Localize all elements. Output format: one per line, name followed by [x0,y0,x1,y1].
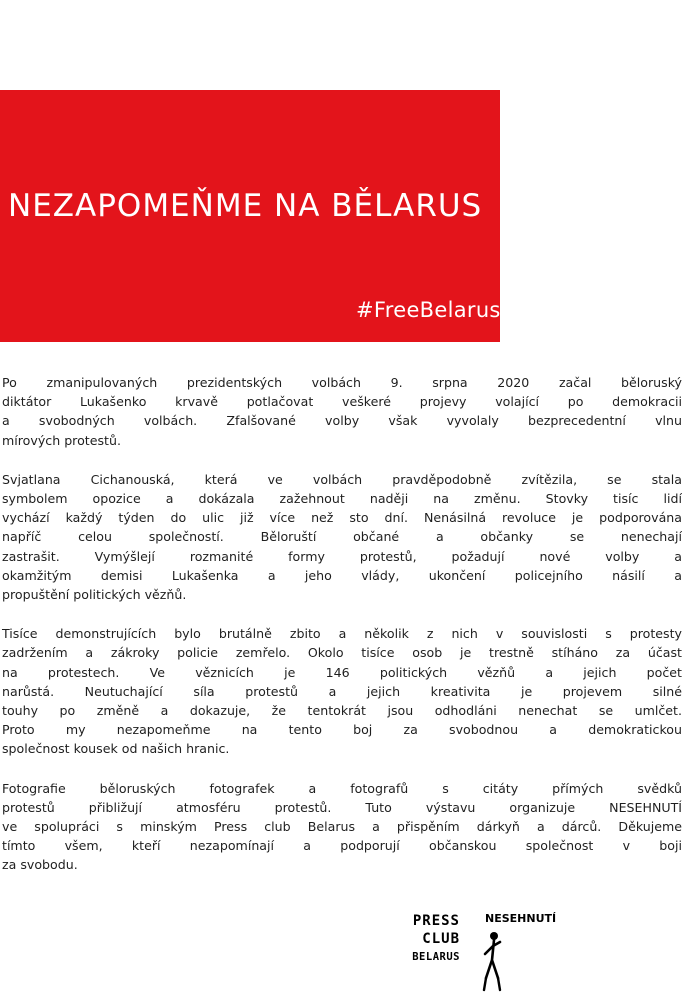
text-line: touhy po změně a dokazuje, že tentokrát jsou odhodláni nenechat se umlčet. [2,703,682,719]
text-line: zastrašit. Vymýšlejí rozmanité formy protestů, požadují nové volby a [2,548,682,564]
text-line: Tisíce demonstrujících bylo brutálně zbito a několik z nich v souvislosti s protesty [2,626,682,642]
logo-line-press: PRESS [412,913,460,929]
text-line: společnost kousek od našich hranic. [2,741,230,757]
text-line: okamžitým demisi Lukašenka a jeho vlády, ukončení policejního násilí a [2,567,682,583]
paragraph-exhibition [2,779,682,875]
paragraph-opposition [2,470,682,604]
press-club-belarus-logo [398,912,460,966]
text-line: vychází každý týden do ulic již více než sto dní. Nenásilná revoluce je podporována [2,510,682,526]
text-line: ve spolupráci s minským Press club Belarus a přispěním dárkyň a dárců. Děkujeme [2,819,682,835]
text-line: diktátor Lukašenko krvavě potlačovat veškeré projevy volající po demokracii [2,394,682,410]
text-line: zadržením a zákroky policie zemřelo. Okolo tisíce osob je trestně stíháno za účast [2,645,682,661]
text-line: protestů přibližují atmosféru protestů. Tuto výstavu organizuje NESEHNUTÍ [2,799,682,815]
logo-line-club: CLUB [422,931,460,947]
banner-hashtag: #FreeBelarus [356,298,501,322]
text-line: Svjatlana Cichanouská, která ve volbách pravděpodobně zvítězila, se stala [2,471,682,487]
text-line: a svobodných volbách. Zfalšované volby však vyvolaly bezprecedentní vlnu [2,413,682,429]
paragraph-repression [2,624,682,758]
nesehnuti-figure-icon [482,928,502,998]
text-line: Po zmanipulovaných prezidentských volbách 9. srpna 2020 začal běloruský [2,375,682,390]
article-body [2,373,682,895]
banner-headline: NEZAPOMEŇME NA BĚLARUS [8,188,483,224]
text-line: za svobodu. [2,857,78,873]
nesehnuti-logo-text: NESEHNUTÍ [485,912,557,925]
text-line: narůstá. Neutuchající síla protestů a jejich kreativita je projevem silné [2,683,682,699]
logo-line-belarus: BELARUS [412,951,460,963]
text-line: napříč celou společností. Běloruští občané a občanky se nenechají [2,529,682,545]
text-line: mírových protestů. [2,432,121,448]
text-line: symbolem opozice a dokázala zažehnout naději na změnu. Stovky tisíc lidí [2,491,682,507]
text-line: Fotografie běloruských fotografek a fotografů s citáty přímých svědků [2,780,682,796]
text-line: tímto všem, kteří nezapomínají a podporují občanskou společnost v boji [2,838,682,854]
text-line: propuštění politických vězňů. [2,587,187,603]
text-line: Proto my nezapomeňme na tento boj za svobodnou a demokratickou [2,722,682,738]
paragraph-elections [2,373,682,450]
text-line: na protestech. Ve věznicích je 146 politických vězňů a jejich počet [2,664,682,680]
